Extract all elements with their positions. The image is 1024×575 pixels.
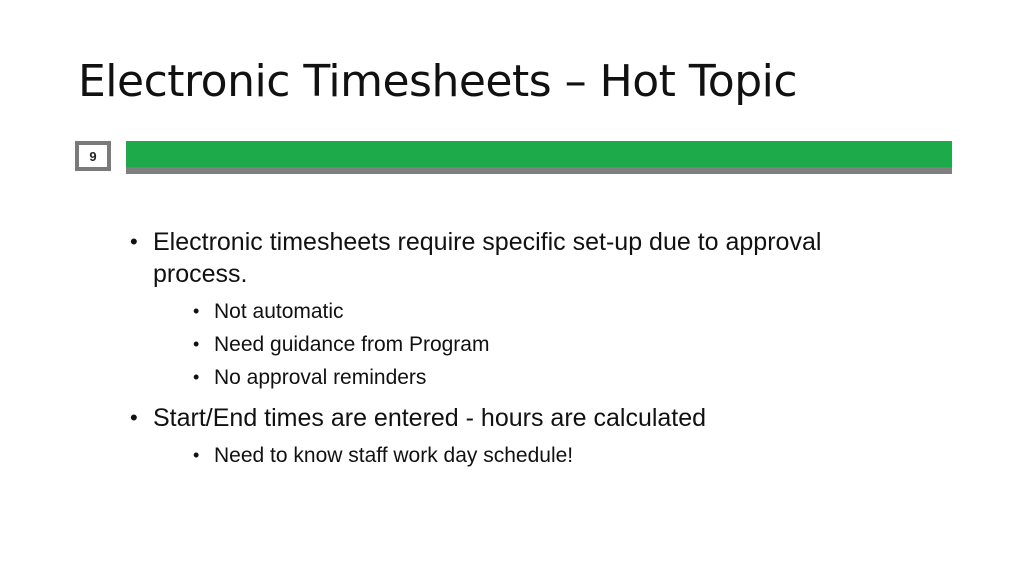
sub-bullet-list	[153, 439, 910, 472]
sub-bullet-item: • No approval reminders	[191, 361, 910, 394]
slide-title: Electronic Timesheets – Hot Topic	[78, 56, 798, 107]
bullet-text: Electronic timesheets require specific set-up due to approval process.	[153, 228, 822, 288]
sub-bullet-item: • Need guidance from Program	[191, 328, 910, 361]
bullet-item	[130, 402, 910, 472]
sub-bullet-item: • Not automatic	[191, 295, 910, 328]
bullet-item	[130, 226, 910, 394]
bullet-list	[130, 226, 910, 472]
slide-number: 9	[89, 148, 97, 164]
sub-bullet-list	[153, 295, 910, 394]
bullet-text: Start/End times are entered - hours are calculated	[153, 404, 707, 432]
slide-number-badge	[75, 141, 111, 171]
sub-bullet-item: • Need to know staff work day schedule!	[191, 439, 910, 472]
accent-bar	[126, 141, 952, 167]
